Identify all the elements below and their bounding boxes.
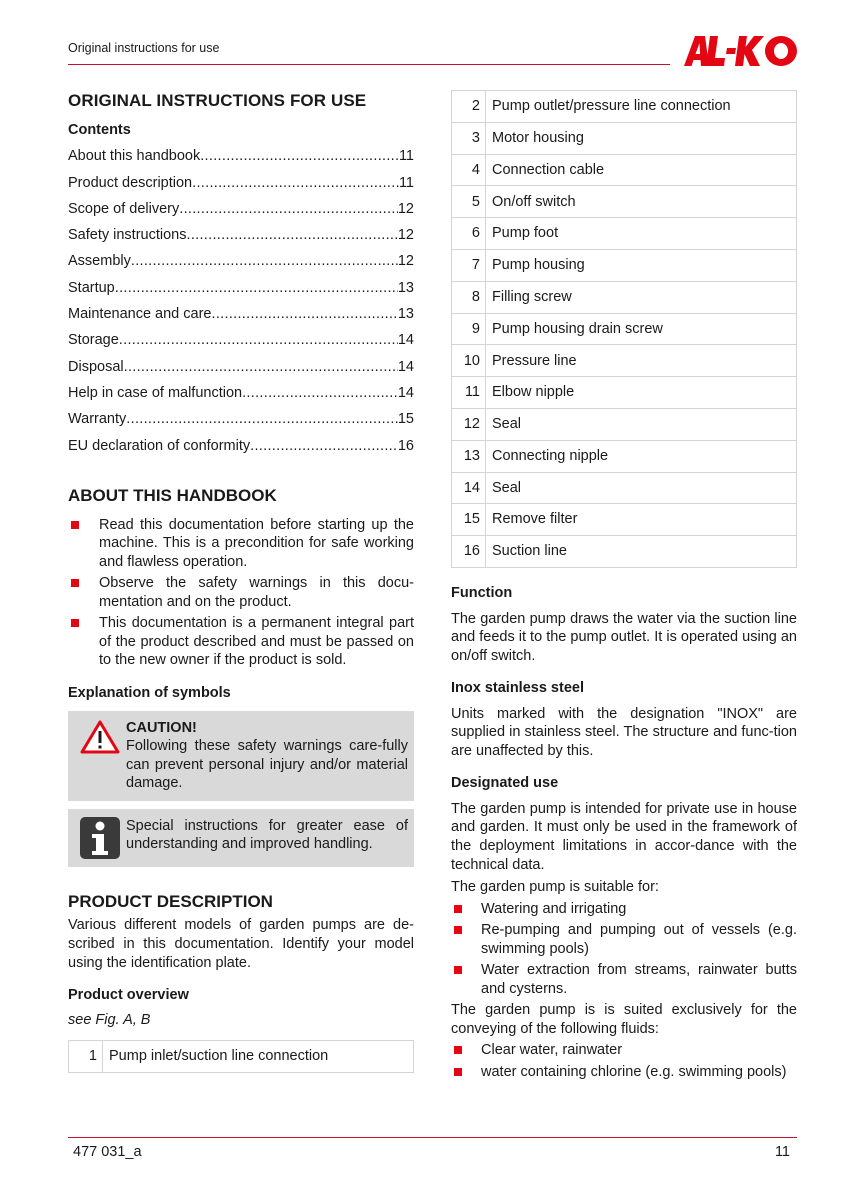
table-row: 3 Motor housing (452, 122, 797, 154)
caution-text: Following these safety warnings care-fully can prevent personal injury and/or material damage. (126, 738, 408, 792)
table-row: 1 Pump inlet/suction line connection (69, 1041, 414, 1073)
symbols-heading: Explanation of symbols (68, 684, 231, 701)
list-item: Read this documentation before starting up the machine. This is a precondition for safe working and flawless operation. (68, 516, 414, 572)
toc-entry[interactable]: Startup ..... 13 (68, 279, 414, 305)
overview-table-part-2 (451, 90, 797, 568)
square-bullet-icon (71, 521, 79, 529)
inox-text: Units marked with the designation "INOX" are supplied in stainless steel. The structure and func-tion are unaffected by this. (451, 705, 797, 759)
list-item: Observe the safety warnings in this docu-mentation and on the product. (68, 574, 414, 611)
toc-entry[interactable]: Scope of delivery ..... 12 (68, 200, 414, 226)
document-number: 477 031_a (73, 1144, 142, 1160)
toc-entry[interactable]: Disposal ..... 14 (68, 358, 414, 384)
table-row: 2 Pump outlet/pressure line connection (452, 91, 797, 123)
table-row: 15 Remove filter (452, 504, 797, 536)
table-row: 16 Suction line (452, 536, 797, 568)
overview-heading: Product overview (68, 987, 189, 1004)
table-row: 14 Seal (452, 472, 797, 504)
fluids-list (451, 1041, 797, 1081)
list-item: This documentation is a permanent integral part of the product described and must be passed on to the new owner if the product is sold. (68, 614, 414, 670)
square-bullet-icon (71, 619, 79, 627)
toc-entry[interactable]: Warranty ..... 15 (68, 410, 414, 436)
inox-heading: Inox stainless steel (451, 680, 584, 697)
list-item: Watering and irrigating (451, 900, 797, 919)
square-bullet-icon (71, 579, 79, 587)
overview-table-part-1 (68, 1040, 414, 1073)
designated-use-text: The garden pump is intended for private use in house and garden. It must only be used in the framework of the deployment limitations in accor-dance with the technical data. (451, 800, 797, 873)
header-rule (68, 64, 670, 65)
designated-use-heading: Designated use (451, 775, 559, 792)
table-row: 11 Elbow nipple (452, 377, 797, 409)
list-item: water containing chlorine (e.g. swimming pools) (451, 1063, 797, 1082)
caution-title: CAUTION! (126, 719, 197, 736)
table-row: 13 Connecting nipple (452, 440, 797, 472)
table-row: 9 Pump housing drain screw (452, 313, 797, 345)
list-item: Re-pumping and pumping out of vessels (e.g. swimming pools) (451, 921, 797, 958)
table-row: 10 Pressure line (452, 345, 797, 377)
page-title: ORIGINAL INSTRUCTIONS FOR USE (68, 91, 367, 110)
square-bullet-icon (454, 1068, 462, 1076)
list-item: Water extraction from streams, rainwater butts and cysterns. (451, 961, 797, 998)
fluids-intro: The garden pump is is suited exclusively for the conveying of the following fluids: (451, 1002, 797, 1037)
table-of-contents (68, 147, 414, 463)
suitable-list (451, 900, 797, 999)
square-bullet-icon (454, 905, 462, 913)
toc-entry[interactable]: Assembly ..... 12 (68, 252, 414, 278)
info-box (68, 809, 414, 867)
table-row: 6 Pump foot (452, 218, 797, 250)
page-number: 11 (774, 1144, 790, 1160)
square-bullet-icon (454, 966, 462, 974)
toc-entry[interactable]: About this handbook ..... 11 (68, 147, 414, 173)
toc-entry[interactable]: Storage ..... 14 (68, 331, 414, 357)
info-text: Special instructions for greater ease of understanding and improved handling. (126, 817, 408, 853)
toc-entry[interactable]: EU declaration of conformity ..... 16 (68, 437, 414, 463)
suitable-intro: The garden pump is suitable for: (451, 879, 659, 896)
footer-rule (68, 1137, 797, 1138)
running-header: Original instructions for use (68, 41, 220, 55)
toc-entry[interactable]: Product description ..... 11 (68, 174, 414, 200)
info-icon (80, 817, 120, 859)
table-row: 7 Pump housing (452, 249, 797, 281)
contents-title: Contents (68, 121, 131, 138)
square-bullet-icon (454, 926, 462, 934)
about-heading: ABOUT THIS HANDBOOK (68, 485, 277, 505)
product-heading: PRODUCT DESCRIPTION (68, 891, 273, 911)
table-row: 4 Connection cable (452, 154, 797, 186)
al-ko-logo (684, 36, 798, 66)
figure-reference: see Fig. A, B (68, 1011, 151, 1028)
table-row: 5 On/off switch (452, 186, 797, 218)
caution-box (68, 711, 414, 801)
toc-entry[interactable]: Safety instructions ..... 12 (68, 226, 414, 252)
function-text: The garden pump draws the water via the suction line and feeds it to the pump outlet. It is operated using an on/off switch. (451, 610, 797, 664)
toc-entry[interactable]: Help in case of malfunction ..... 14 (68, 384, 414, 410)
toc-entry[interactable]: Maintenance and care ..... 13 (68, 305, 414, 331)
table-row: 12 Seal (452, 408, 797, 440)
square-bullet-icon (454, 1046, 462, 1054)
warning-triangle-icon (79, 719, 121, 755)
about-bullet-list (68, 516, 414, 670)
list-item: Clear water, rainwater (451, 1041, 797, 1060)
table-row: 8 Filling screw (452, 281, 797, 313)
function-heading: Function (451, 584, 513, 601)
product-text: Various different models of garden pumps are de-scribed in this documentation. Identify your model using the identification plate. (68, 917, 414, 971)
